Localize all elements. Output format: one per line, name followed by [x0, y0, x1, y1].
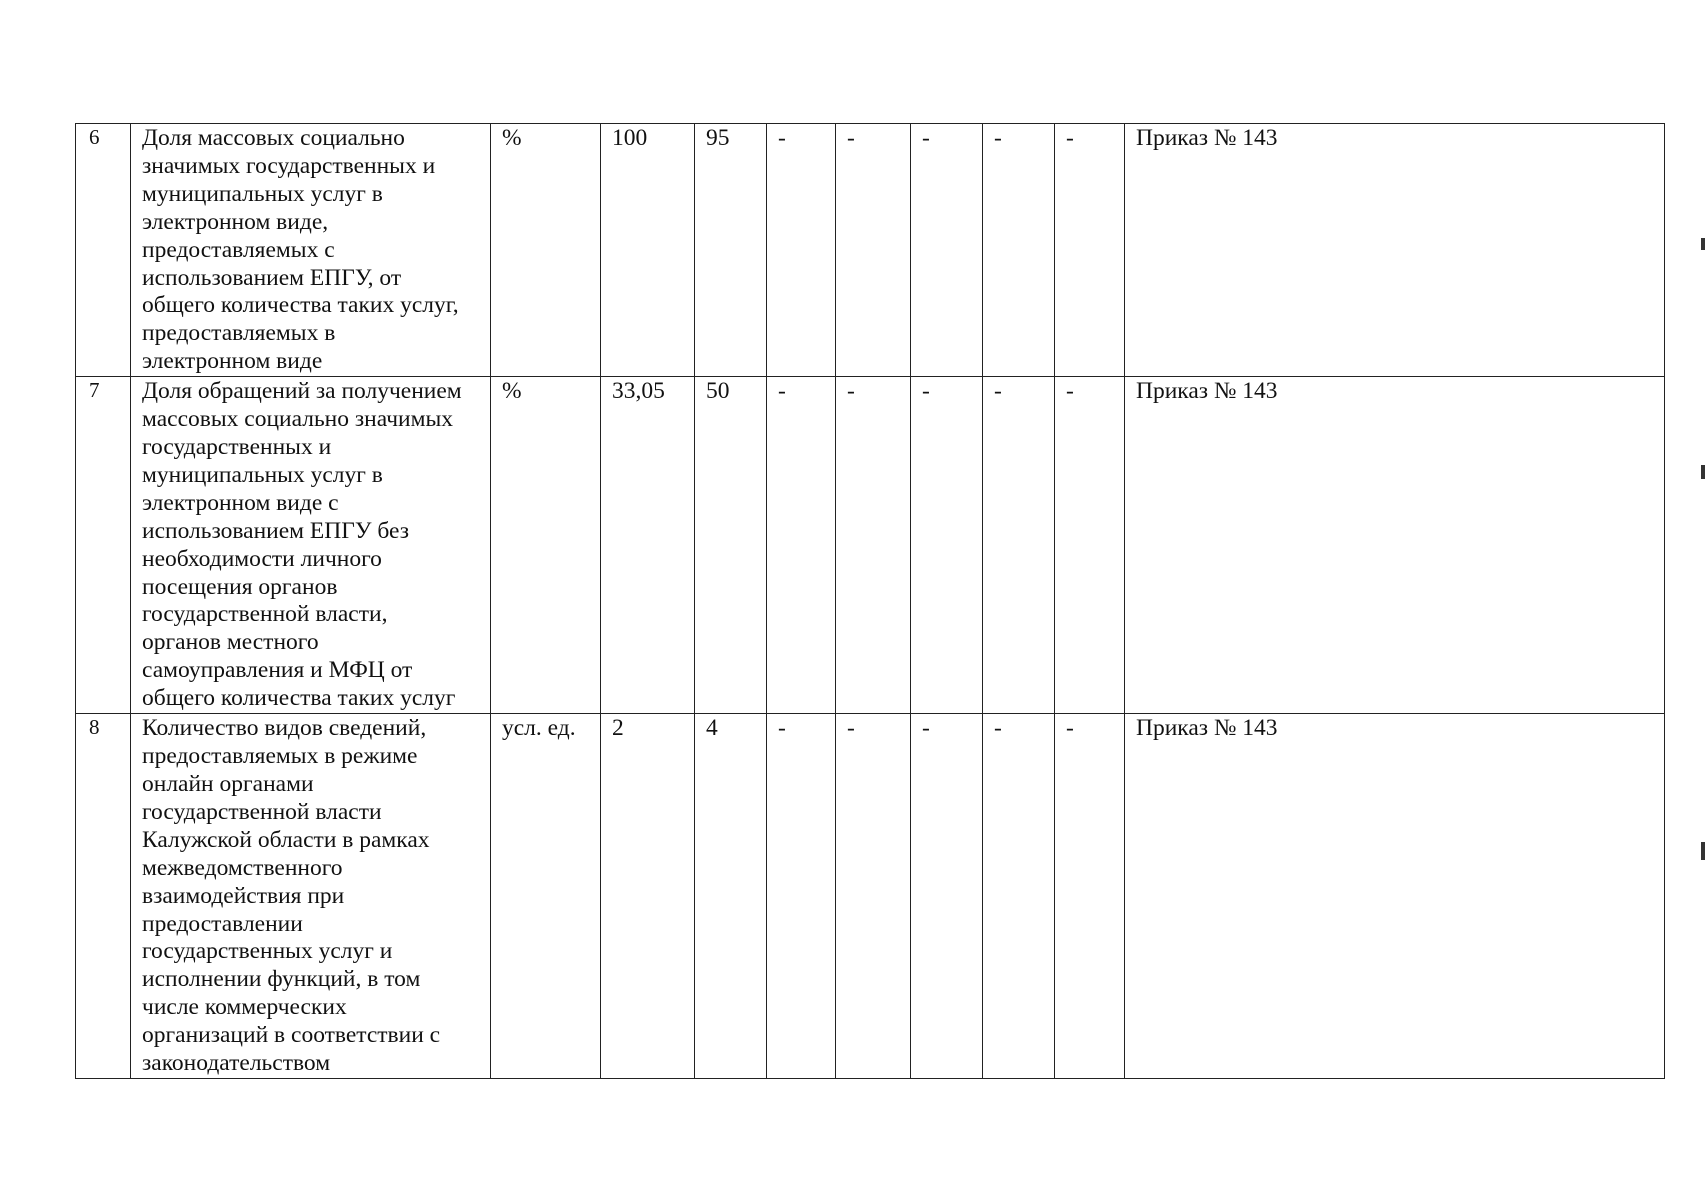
unit-cell: %	[491, 377, 601, 714]
target-value-cell: 95	[695, 124, 767, 377]
source-document-cell: Приказ № 143	[1125, 377, 1665, 714]
indicators-table	[75, 123, 1665, 1079]
source-document-cell: Приказ № 143	[1125, 124, 1665, 377]
indicator-name: Доля массовых социально значимых государственных и муниципальных услуг в электронном виде, предоставляемых с использованием ЕПГУ, от общего количества таких услуг, предоставляемых в электронном виде	[131, 124, 491, 377]
base-value-cell: 33,05	[601, 377, 695, 714]
indicator-name: Количество видов сведений, предоставляемых в режиме онлайн органами государственной власти Калужской области в рамках межведомственного взаимодействия при предоставлении государственных услуг и исполнении функций, в том числе коммерческих организаций в соответствии с законодательством	[131, 714, 491, 1079]
base-value-cell: 100	[601, 124, 695, 377]
year-value-cell: -	[1055, 377, 1125, 714]
year-value-cell: -	[836, 124, 911, 377]
table-row	[76, 377, 1665, 714]
indicator-name: Доля обращений за получением массовых социально значимых государственных и муниципальных услуг в электронном виде с использованием ЕПГУ без необходимости личного посещения органов государственной власти, органов местного самоуправления и МФЦ от общего количества таких услуг	[131, 377, 491, 714]
scan-edge-mark	[1701, 842, 1705, 860]
year-value-cell: -	[1055, 714, 1125, 1079]
base-value-cell: 2	[601, 714, 695, 1079]
year-value-cell: -	[911, 124, 983, 377]
row-number: 6	[76, 124, 131, 377]
table-row	[76, 714, 1665, 1079]
year-value-cell: -	[983, 377, 1055, 714]
year-value-cell: -	[836, 714, 911, 1079]
year-value-cell: -	[983, 714, 1055, 1079]
scan-edge-mark	[1701, 238, 1705, 250]
target-value-cell: 50	[695, 377, 767, 714]
year-value-cell: -	[1055, 124, 1125, 377]
table-row	[76, 124, 1665, 377]
year-value-cell: -	[767, 124, 836, 377]
year-value-cell: -	[767, 714, 836, 1079]
year-value-cell: -	[911, 377, 983, 714]
row-number: 7	[76, 377, 131, 714]
year-value-cell: -	[911, 714, 983, 1079]
source-document-cell: Приказ № 143	[1125, 714, 1665, 1079]
scan-edge-mark	[1701, 465, 1705, 479]
year-value-cell: -	[767, 377, 836, 714]
year-value-cell: -	[983, 124, 1055, 377]
target-value-cell: 4	[695, 714, 767, 1079]
row-number: 8	[76, 714, 131, 1079]
year-value-cell: -	[836, 377, 911, 714]
unit-cell: усл. ед.	[491, 714, 601, 1079]
unit-cell: %	[491, 124, 601, 377]
